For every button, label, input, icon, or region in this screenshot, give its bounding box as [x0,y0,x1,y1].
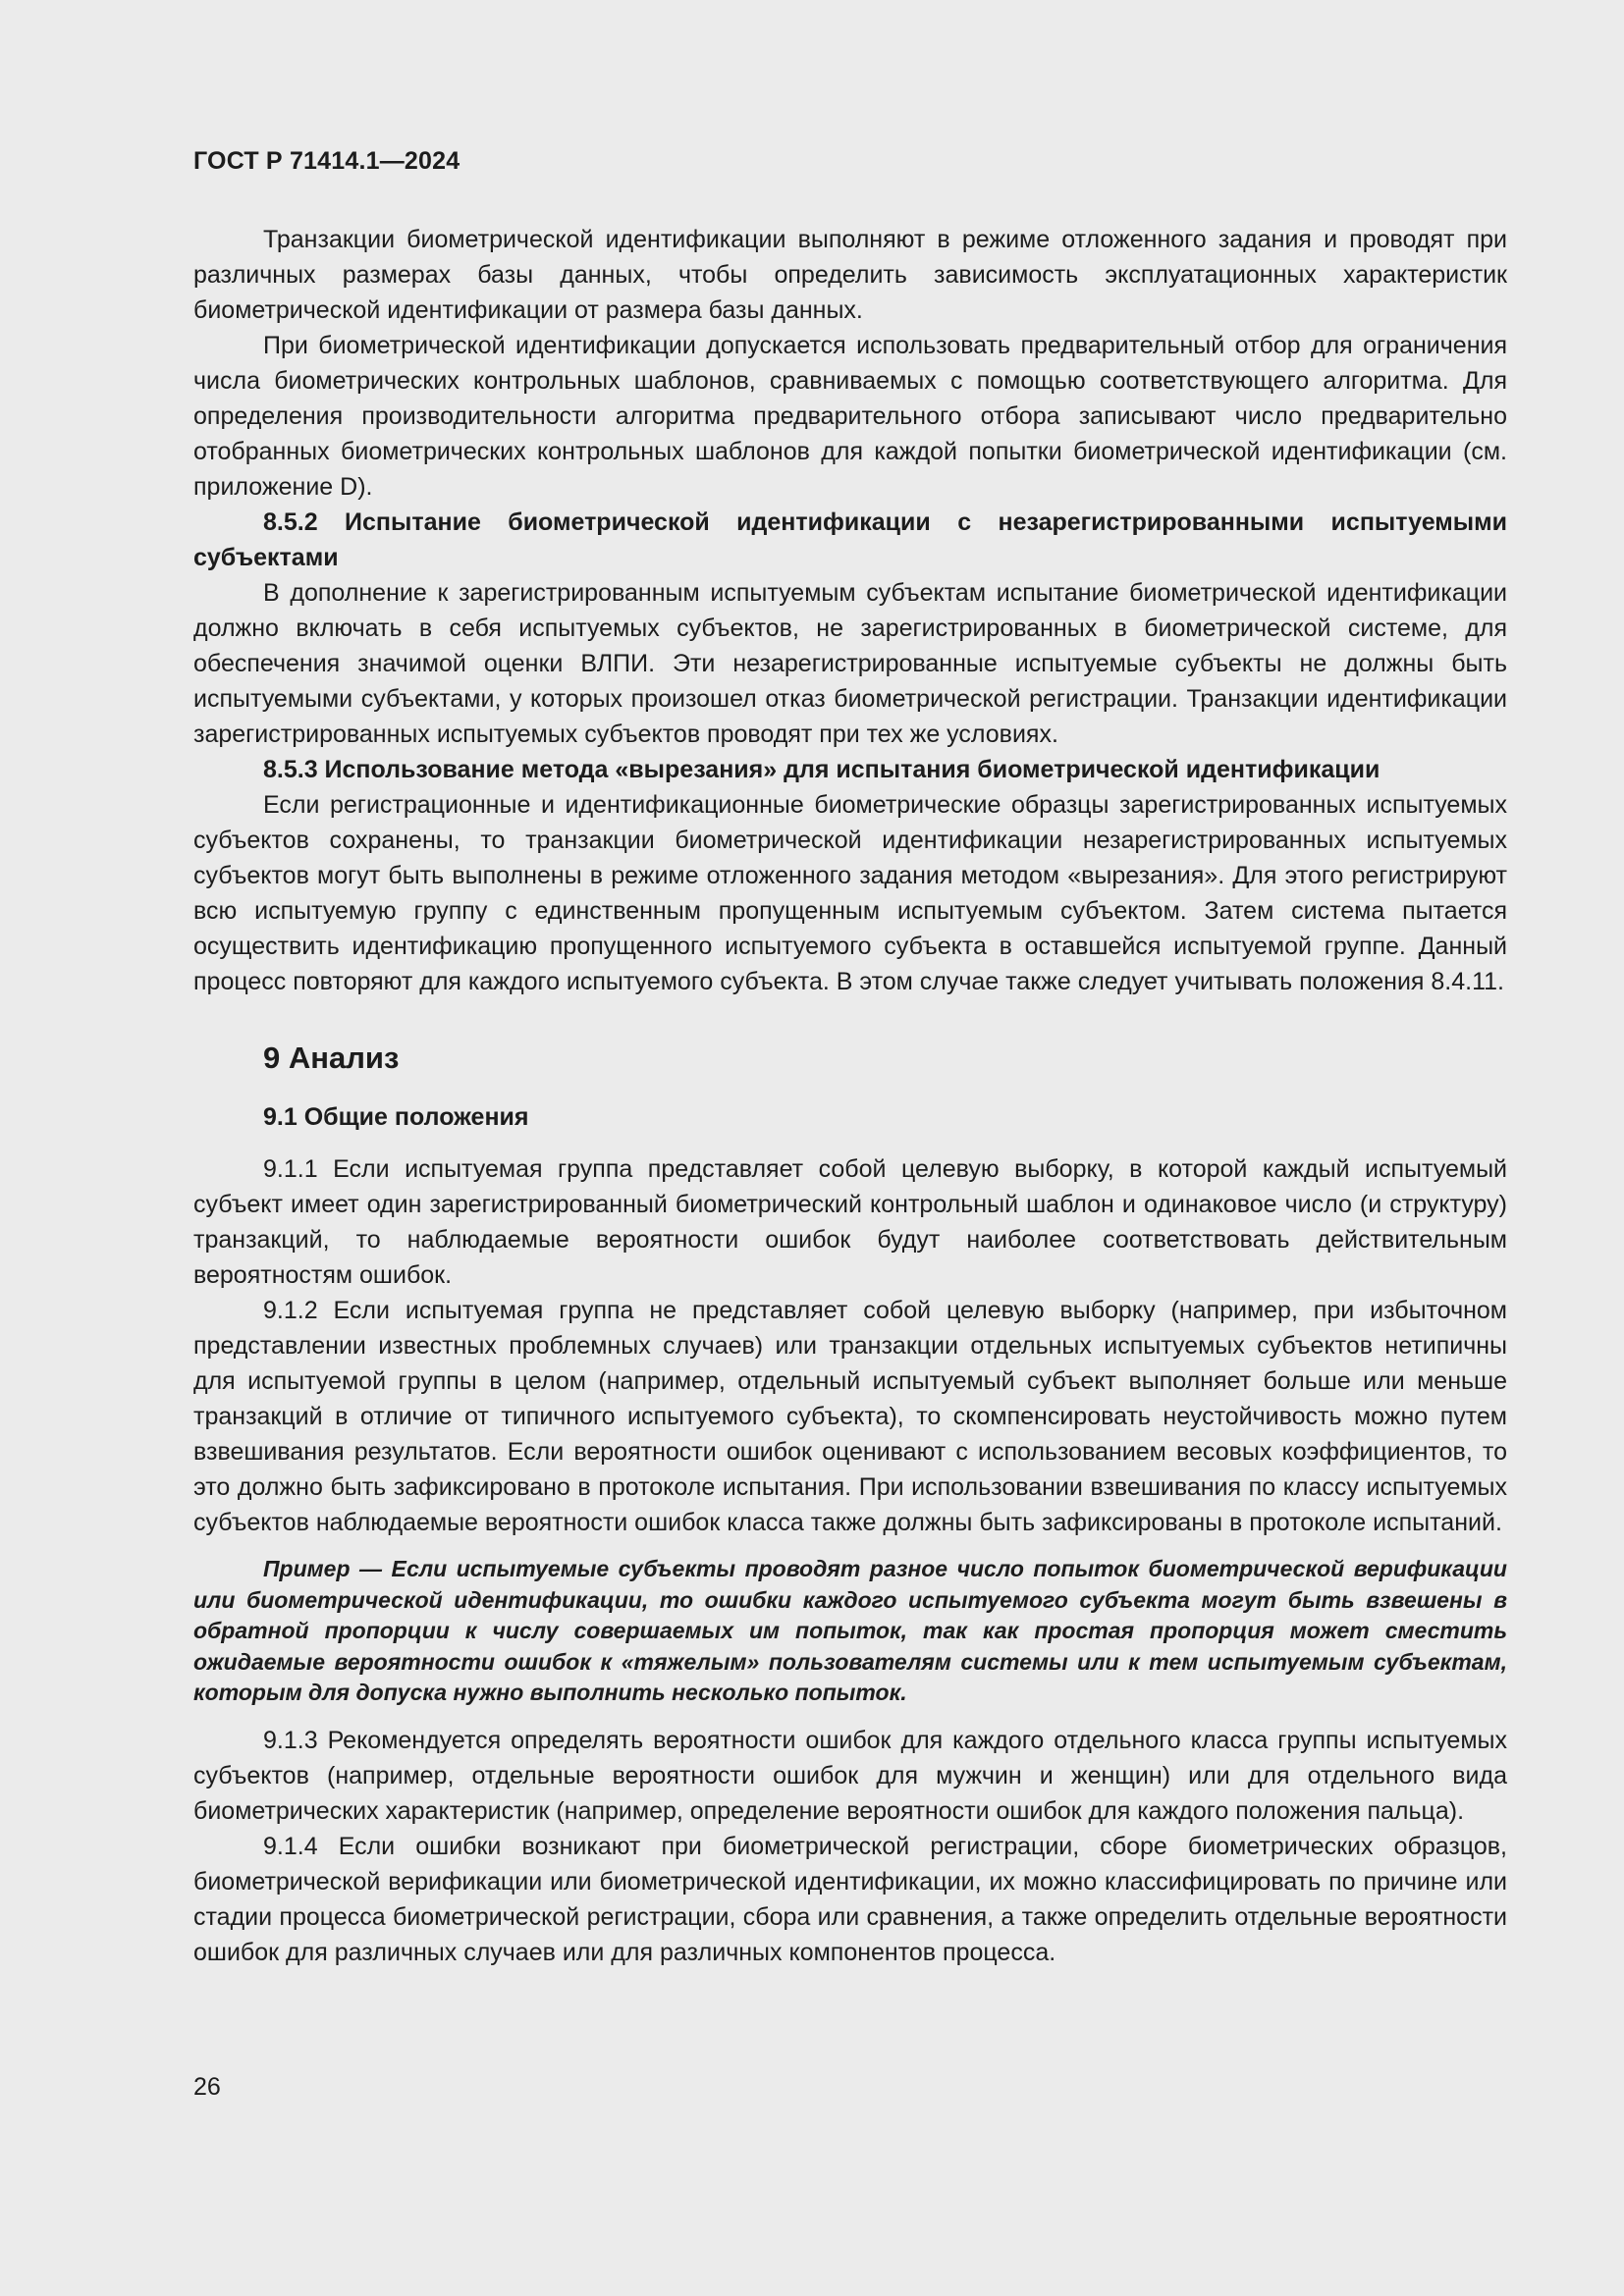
paragraph: Транзакции биометрической идентификации выполняют в режиме отложенного задания и проводят при различных размерах базы данных, чтобы определить зависимость эксплуатационных характеристик биометрической идентификации от размера базы данных. [193,226,1507,324]
paragraph: При биометрической идентификации допускается использовать предварительный отбор для ограничения числа биометрических контрольных шаблонов, сравниваемых с помощью соответствующего алгоритма. Для определения производительности алгоритма предварительного отбора записывают число предварительно отобранных биометрических контрольных шаблонов для каждой попытки биометрической идентификации (см. приложение D). [193,332,1507,501]
section-heading-9-1: 9.1 Общие положения [263,1103,529,1131]
section-heading-9: 9 Анализ [263,1041,400,1075]
paragraph: В дополнение к зарегистрированным испытуемым субъектам испытание биометрической идентификации должно включать в себя испытуемых субъектов, не зарегистрированных в биометрической системе, для обеспечения значимой оценки ВЛПИ. Эти незарегистрированные испытуемые субъекты не должны быть испытуемыми субъектами, у которых произошел отказ биометрической регистрации. Транзакции идентификации зарегистрированных испытуемых субъектов проводят при тех же условиях. [193,579,1507,748]
section-heading-8-5-2: 8.5.2 Испытание биометрической идентификации с незарегистрированными испытуемыми субъектами [193,508,1507,571]
example-note: Пример — Если испытуемые субъекты проводят разное число попыток биометрической верификации или биометрической идентификации, то ошибки каждого испытуемого субъекта могут быть взвешены в обратной пропорции к числу совершаемых им попыток, так как простая пропорция может сместить ожидаемые вероятности ошибок к «тяжелым» пользователям системы или к тем испытуемым субъектам, которым для допуска нужно выполнить несколько попыток. [193,1556,1507,1705]
paragraph-9-1-4: 9.1.4 Если ошибки возникают при биометрической регистрации, сборе биометрических образцов, биометрической верификации или биометрической идентификации, их можно классифицировать по причине или стадии процесса биометрической регистрации, сбора или сравнения, а также определить отдельные вероятности ошибок для различных случаев или для различных компонентов процесса. [193,1832,1507,1966]
document-body [193,222,1507,1970]
page-number: 26 [193,2073,221,2101]
paragraph-9-1-1: 9.1.1 Если испытуемая группа представляет собой целевую выборку, в которой каждый испытуемый субъект имеет один зарегистрированный биометрический контрольный шаблон и одинаковое число (и структуру) транзакций, то наблюдаемые вероятности ошибок будут наиболее соответствовать действительным вероятностям ошибок. [193,1155,1507,1289]
paragraph-9-1-2: 9.1.2 Если испытуемая группа не представляет собой целевую выборку (например, при избыточном представлении известных проблемных случаев) или транзакции отдельных испытуемых субъектов нетипичны для испытуемой группы в целом (например, отдельный испытуемый субъект выполняет больше или меньше транзакций в отличие от типичного испытуемого субъекта), то скомпенсировать неустойчивость можно путем взвешивания результатов. Если вероятности ошибок оценивают с использованием весовых коэффициентов, то это должно быть зафиксировано в протоколе испытания. При использовании взвешивания по классу испытуемых субъектов наблюдаемые вероятности ошибок класса также должны быть зафиксированы в протоколе испытаний. [193,1297,1507,1536]
paragraph-9-1-3: 9.1.3 Рекомендуется определять вероятности ошибок для каждого отдельного класса группы испытуемых субъектов (например, отдельные вероятности ошибок для мужчин и женщин) или для отдельного вида биометрических характеристик (например, определение вероятности ошибок для каждого положения пальца). [193,1726,1507,1825]
paragraph: Если регистрационные и идентификационные биометрические образцы зарегистрированных испытуемых субъектов сохранены, то транзакции биометрической идентификации незарегистрированных испытуемых субъектов могут быть выполнены в режиме отложенного задания методом «вырезания». Для этого регистрируют всю испытуемую группу с единственным пропущенным испытуемым субъектом. Затем система пытается осуществить идентификацию пропущенного испытуемого субъекта в оставшейся испытуемой группе. Данный процесс повторяют для каждого испытуемого субъекта. В этом случае также следует учитывать положения 8.4.11. [193,791,1507,995]
section-heading-8-5-3: 8.5.3 Использование метода «вырезания» для испытания биометрической идентификации [263,756,1380,783]
document-code-header: ГОСТ Р 71414.1—2024 [193,147,460,175]
